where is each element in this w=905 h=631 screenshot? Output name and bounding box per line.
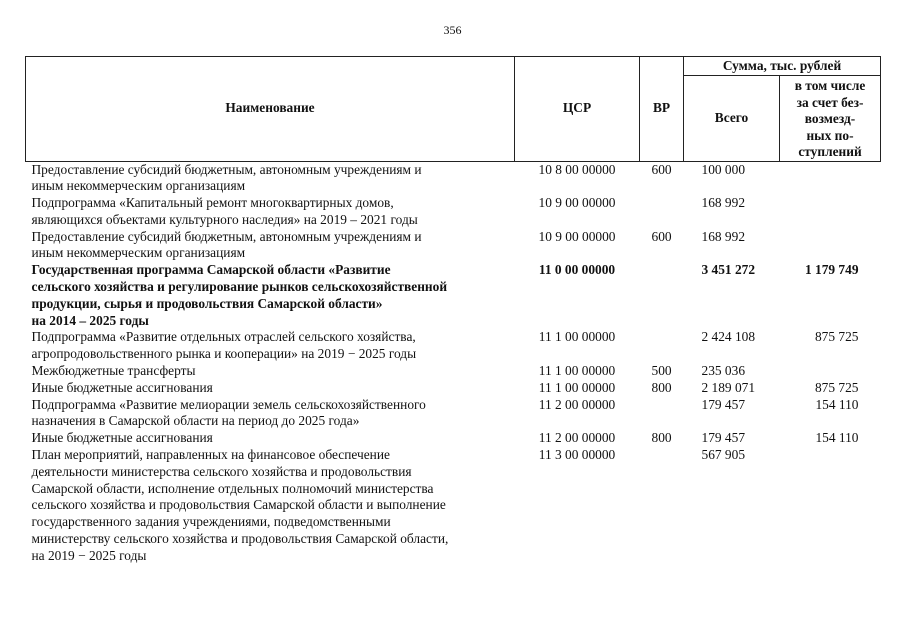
row-name-line: на 2014 – 2025 годы [31, 312, 149, 328]
header-total: Всего [684, 76, 780, 162]
row-name [26, 447, 515, 565]
row-gratis [780, 161, 881, 195]
header-gratis-line: за счет без- [796, 94, 864, 110]
row-name [26, 161, 515, 195]
row-name-line: Межбюджетные трансферты [31, 363, 196, 379]
row-gratis [780, 447, 881, 565]
row-csr: 10 9 00 00000 [538, 195, 616, 211]
table-row [26, 363, 881, 380]
row-csr: 11 1 00 00000 [538, 379, 616, 395]
table-row [26, 447, 881, 565]
row-vr [640, 262, 684, 329]
row-vr [640, 447, 684, 565]
row-name-line: Самарской области, исполнение отдельных полномочий министерства [31, 480, 434, 496]
row-name-line: являющихся объектами культурного наследия» на 2019 – 2021 годы [31, 211, 418, 227]
row-name [26, 195, 515, 229]
row-name-line: Подпрограмма «Развитие мелиорации земель сельскохозяйственного [31, 396, 426, 412]
table-body [26, 161, 881, 565]
row-gratis: 1 179 749 [804, 262, 859, 278]
row-name-line: Подпрограмма «Капитальный ремонт многоквартирных домов, [31, 195, 394, 211]
header-gratis-line: возмезд- [804, 111, 856, 126]
row-name-line: на 2019 − 2025 годы [31, 547, 147, 563]
row-csr: 11 1 00 00000 [538, 329, 616, 345]
row-total: 235 036 [701, 363, 746, 379]
row-name-line: деятельности министерства сельского хозяйства и продовольствия [31, 463, 412, 479]
row-name-line: Подпрограмма «Развитие отдельных отраслей сельского хозяйства, [31, 329, 416, 345]
row-gratis [780, 195, 881, 229]
header-gratis-line: в том числе [794, 78, 866, 93]
table-row [26, 161, 881, 195]
header-csr: ЦСР [515, 57, 640, 162]
row-name-line: агропродовольственного рынка и кооперации» на 2019 − 2025 годы [31, 346, 417, 362]
header-name: Наименование [26, 57, 515, 162]
row-name-line: сельского хозяйства и продовольствия Самарской области и выполнение [31, 497, 446, 513]
row-gratis [780, 229, 881, 263]
row-name-line: продукции, сырья и продовольствия Самарской области» [31, 295, 383, 311]
row-vr: 600 [651, 228, 672, 244]
row-name-line: министерству сельского хозяйства и продовольствия Самарской области, [31, 531, 449, 547]
header-gratis-line: ступлений [798, 144, 862, 159]
row-name [26, 430, 515, 447]
row-name-line: Предоставление субсидий бюджетным, автономным учреждениям и [31, 161, 422, 177]
row-name [26, 229, 515, 263]
row-name-line: План мероприятий, направленных на финансовое обеспечение [31, 447, 390, 463]
row-vr: 600 [651, 161, 672, 177]
row-gratis: 875 725 [814, 329, 859, 345]
row-total: 567 905 [701, 447, 746, 463]
row-vr [640, 329, 684, 363]
row-gratis: 154 110 [815, 430, 859, 446]
row-name [26, 397, 515, 431]
table-row [26, 329, 881, 363]
row-name [26, 329, 515, 363]
row-csr: 11 0 00 00000 [538, 262, 616, 278]
row-name-line: иным некоммерческим организациям [31, 245, 246, 261]
row-total: 168 992 [701, 228, 746, 244]
row-vr: 800 [651, 430, 672, 446]
row-name-line: Государственная программа Самарской области «Развитие [31, 262, 391, 278]
row-name-line: Предоставление субсидий бюджетным, автономным учреждениям и [31, 228, 422, 244]
row-total: 3 451 272 [701, 262, 756, 278]
row-gratis: 154 110 [815, 396, 859, 412]
row-name-line: Иные бюджетные ассигнования [31, 379, 213, 395]
row-vr [640, 195, 684, 229]
row-name [26, 262, 515, 329]
table-row [26, 380, 881, 397]
header-gratis-line: ных по- [806, 127, 854, 143]
row-total: 179 457 [701, 430, 746, 446]
row-csr: 11 2 00 00000 [538, 430, 616, 446]
row-total: 100 000 [701, 161, 746, 177]
row-name-line: назначения в Самарской области на период до 2025 года» [31, 413, 360, 429]
row-total: 2 189 071 [701, 379, 756, 395]
table-row [26, 229, 881, 263]
table-row [26, 430, 881, 447]
header-sum-group: Сумма, тыс. рублей [684, 57, 881, 76]
header-gratis [780, 76, 881, 162]
row-gratis [780, 363, 881, 380]
row-name-line: сельского хозяйства и регулирование рынков сельскохозяйственной [31, 279, 448, 295]
row-name-line: иным некоммерческим организациям [31, 178, 246, 194]
row-name [26, 363, 515, 380]
page-number: 356 [443, 23, 462, 37]
row-gratis: 875 725 [814, 379, 859, 395]
table-header [26, 57, 881, 162]
row-name-line: государственного задания учреждениями, подведомственными [31, 514, 391, 530]
row-total: 168 992 [701, 195, 746, 211]
row-name [26, 380, 515, 397]
row-csr: 11 3 00 00000 [538, 447, 616, 463]
row-csr: 10 9 00 00000 [538, 228, 616, 244]
row-vr [640, 397, 684, 431]
row-csr: 11 2 00 00000 [538, 396, 616, 412]
table-row [26, 195, 881, 229]
row-name-line: Иные бюджетные ассигнования [31, 430, 213, 446]
row-vr: 800 [651, 379, 672, 395]
row-total: 2 424 108 [701, 329, 756, 345]
header-vr: ВР [640, 57, 684, 162]
row-vr: 500 [651, 363, 672, 379]
budget-table [25, 56, 881, 565]
table-row [26, 262, 881, 329]
row-total: 179 457 [701, 396, 746, 412]
row-csr: 10 8 00 00000 [538, 161, 616, 177]
row-csr: 11 1 00 00000 [538, 363, 616, 379]
table-row [26, 397, 881, 431]
